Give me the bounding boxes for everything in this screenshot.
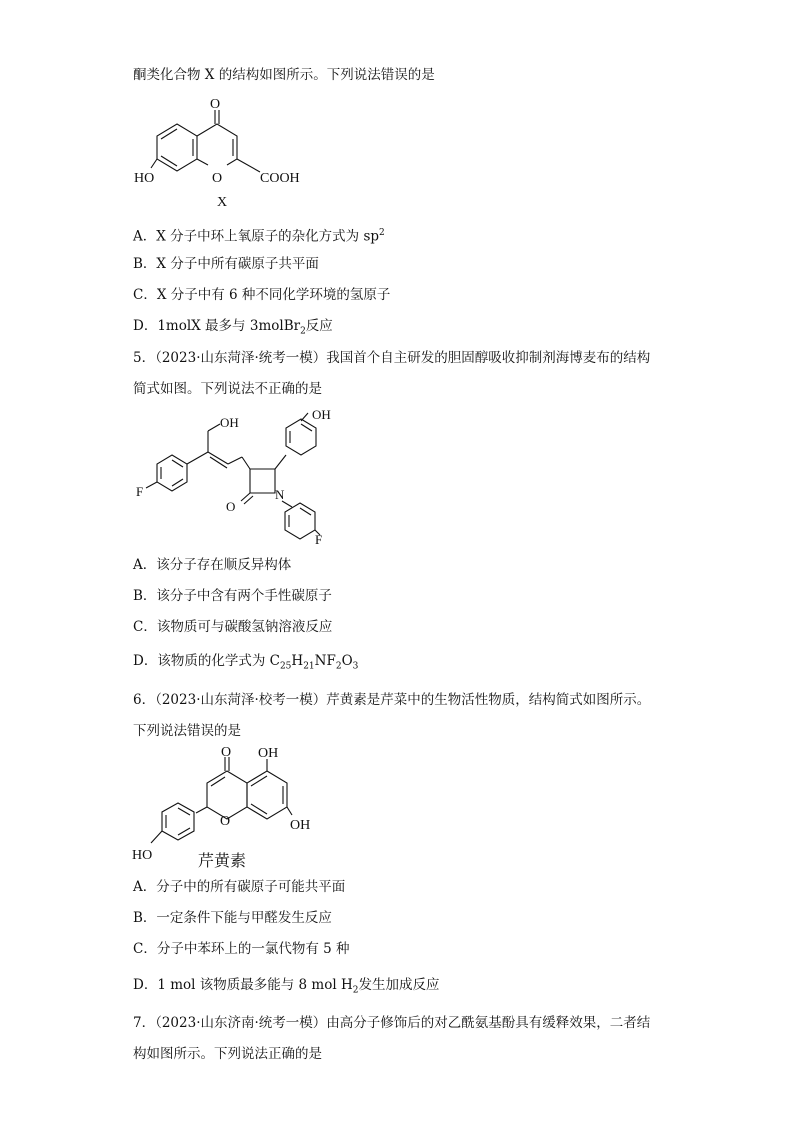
- q6-option-b: B．一定条件下能与甲醛发生反应: [133, 910, 332, 926]
- q4-option-b: B．X 分子中所有碳原子共平面: [133, 256, 319, 272]
- q6-option-c: C．分子中苯环上的一氯代物有 5 种: [133, 941, 350, 957]
- apigenin-oh-right: OH: [290, 818, 311, 833]
- x-cooh-label: COOH: [260, 171, 300, 186]
- f-left-label: F: [136, 484, 144, 499]
- oh-right-label: OH: [312, 407, 331, 422]
- q4-option-a: A．X 分子中环上氧原子的杂化方式为 $sp^2$: [133, 228, 385, 245]
- apigenin-ho-label: HO: [132, 848, 153, 863]
- q5-stem-line1: 5．（2023·山东菏泽·统考一模）我国首个自主研发的胆固醇吸收抑制剂海博麦布的结构: [133, 350, 651, 366]
- hybutimibe-structure: [130, 405, 360, 550]
- x-name-label: X: [217, 195, 228, 210]
- molecule-x-structure: [130, 94, 330, 212]
- apigenin-ring-o: O: [220, 814, 231, 829]
- q4-option-c: C．X 分子中有 6 种不同化学环境的氢原子: [133, 287, 391, 303]
- q6-stem-line2: 下列说法错误的是: [133, 723, 241, 739]
- apigenin-oh-top: OH: [258, 746, 279, 761]
- x-ring-o: O: [212, 171, 223, 186]
- lactam-o-label: O: [226, 499, 236, 514]
- apigenin-name-label: 芹黄素: [198, 853, 247, 870]
- x-carbonyl-o: O: [210, 97, 221, 112]
- x-ho-label: HO: [134, 171, 155, 186]
- q4-stem: 酮类化合物 X 的结构如图所示。下列说法错误的是: [133, 67, 435, 83]
- q4-option-d: D．1molX 最多与 3molBr$_2$反应: [133, 318, 333, 337]
- apigenin-structure: [130, 743, 330, 871]
- q7-stem-line2: 构如图所示。下列说法正确的是: [133, 1046, 322, 1062]
- q6-stem-line1: 6．（2023·山东菏泽·校考一模）芹黄素是芹菜中的生物活性物质，结构简式如图所示。: [133, 692, 651, 708]
- q7-stem-line1: 7．（2023·山东济南·统考一模）由高分子修饰后的对乙酰氨基酚具有缓释效果，二者结: [133, 1015, 651, 1031]
- q5-option-b: B．该分子中含有两个手性碳原子: [133, 588, 332, 604]
- q5-option-a: A．该分子存在顺反异构体: [133, 557, 292, 573]
- f-bottom-label: F: [315, 532, 323, 547]
- q5-option-d: D．该物质的化学式为 $C_{25}H_{21}NF_2O_3$: [133, 653, 359, 672]
- q5-option-c: C．该物质可与碳酸氢钠溶液反应: [133, 619, 333, 635]
- q6-option-d: D．1 mol 该物质最多能与 8 mol $H_2$发生加成反应: [133, 977, 440, 996]
- apigenin-carbonyl-o: O: [221, 745, 232, 760]
- oh-top-label: OH: [220, 415, 239, 430]
- q5-stem-line2: 简式如图。下列说法不正确的是: [133, 381, 322, 397]
- q6-option-a: A．分子中的所有碳原子可能共平面: [133, 879, 346, 895]
- lactam-n-label: N: [275, 487, 285, 502]
